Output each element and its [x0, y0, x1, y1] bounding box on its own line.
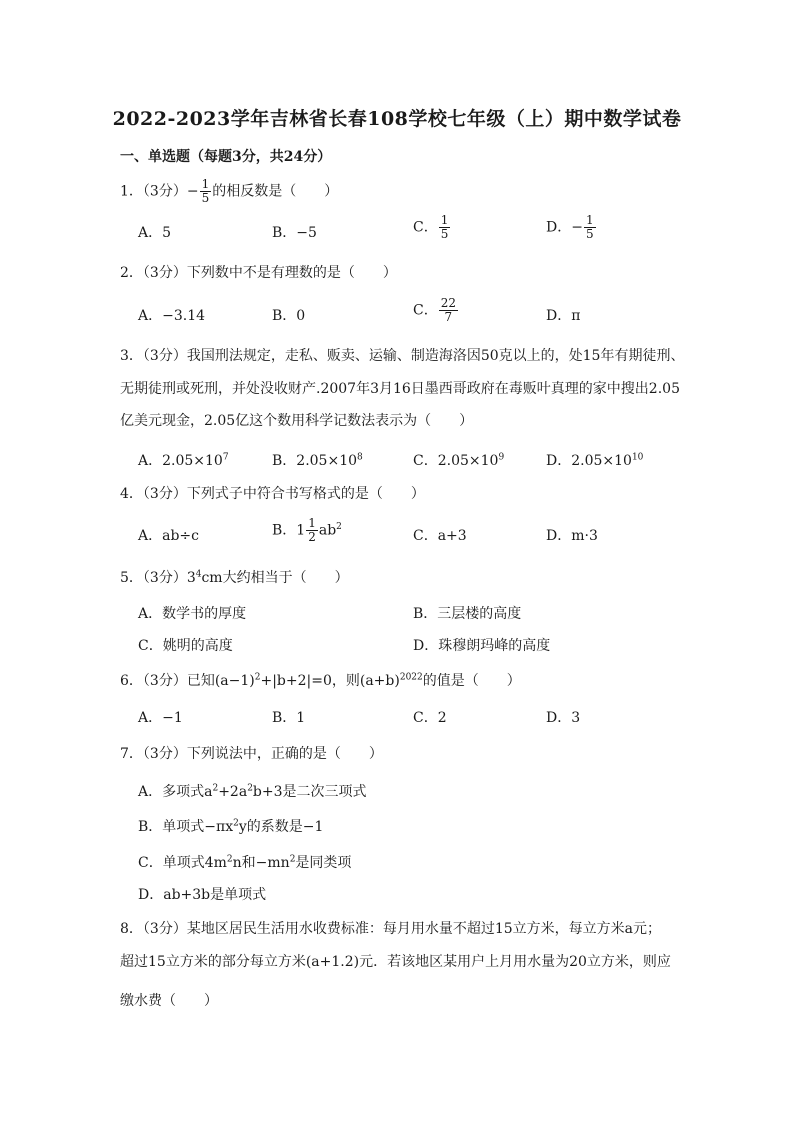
- q2-option-d[interactable]: D．π: [546, 308, 581, 324]
- question-7-stem: 7．（3分）下列说法中，正确的是（ ）: [120, 746, 383, 762]
- q3-option-b[interactable]: B．$2.05\times 10^8$: [272, 452, 363, 469]
- q6-option-b[interactable]: B．1: [272, 710, 306, 726]
- question-8-line-3: 缴水费（ ）: [120, 993, 218, 1009]
- q6-option-d[interactable]: D．3: [546, 710, 581, 726]
- question-2-stem: 2．（3分）下列数中不是有理数的是（ ）: [120, 265, 397, 281]
- q3-option-d[interactable]: D．$2.05\times 10^{10}$: [546, 452, 644, 469]
- q7-option-c[interactable]: C．单项式$4m^2n$和$-mn^2$是同类项: [138, 854, 352, 871]
- question-1-stem: 1．（3分）− $\frac{1}{5}$ 的相反数是（ ）: [120, 177, 339, 205]
- question-5-stem: 5．（3分）$3^4cm$大约相当于（ ）: [120, 569, 349, 586]
- q2-option-c[interactable]: C． $\frac{22}{7}$: [413, 296, 456, 324]
- q6-option-c[interactable]: C．2: [413, 710, 447, 726]
- q5-option-d[interactable]: D．珠穆朗玛峰的高度: [413, 638, 551, 654]
- question-4-stem: 4．（3分）下列式子中符合书写格式的是（ ）: [120, 486, 425, 502]
- q7-option-d[interactable]: D．ab+3b是单项式: [138, 887, 267, 903]
- q2-option-b[interactable]: B．0: [272, 308, 306, 324]
- q7-option-b[interactable]: B．单项式$-\pi x^2y$的系数是−1: [138, 818, 324, 835]
- page-title: 2022-2023学年吉林省长春108学校七年级（上）期中数学试卷: [112, 108, 682, 130]
- q1-option-d[interactable]: D．− $\frac{1}{5}$: [546, 213, 594, 241]
- question-3-line-3: 亿美元现金，2.05亿这个数用科学记数法表示为（ ）: [120, 413, 474, 429]
- q4-option-d[interactable]: D．m·3: [546, 528, 598, 544]
- q4-option-b[interactable]: B．1 $\frac{1}{2}$ $ab^2$: [272, 516, 342, 544]
- q1-option-a[interactable]: A．5: [138, 225, 172, 241]
- q1-option-c[interactable]: C． $\frac{1}{5}$: [413, 213, 449, 241]
- question-8-line-2: 超过15立方米的部分每立方米(a+1.2)元．若该地区某用户上月用水量为20立方米，则应: [120, 954, 671, 970]
- question-3-line-1: 3．（3分）我国刑法规定，走私、贩卖、运输、制造海洛因50克以上的，处15年有期徒刑、: [120, 348, 685, 364]
- q5-option-c[interactable]: C．姚明的高度: [138, 638, 233, 654]
- question-8-line-1: 8．（3分）某地区居民生活用水收费标准：每月用水量不超过15立方米，每立方米a元；: [120, 921, 661, 937]
- q4-option-a[interactable]: A．ab÷c: [138, 528, 199, 544]
- q1-option-b[interactable]: B．−5: [272, 225, 317, 241]
- fraction: $\frac{1}{5}$: [201, 177, 210, 205]
- q3-option-c[interactable]: C．$2.05\times 10^9$: [413, 452, 505, 469]
- q7-option-a[interactable]: A．多项式$a^2+2a^2b+3$是二次三项式: [138, 783, 367, 800]
- q5-option-a[interactable]: A．数学书的厚度: [138, 606, 247, 622]
- section-heading: 一、单选题（每题3分，共24分）: [120, 149, 332, 165]
- question-3-line-2: 无期徒刑或死刑，并处没收财产.2007年3月16日墨西哥政府在毒贩叶真理的家中搜出2.05: [120, 381, 680, 397]
- q3-option-a[interactable]: A．$2.05\times 10^7$: [138, 452, 229, 469]
- q2-option-a[interactable]: A．−3.14: [138, 308, 206, 324]
- q4-option-c[interactable]: C．a+3: [413, 528, 467, 544]
- q6-option-a[interactable]: A．−1: [138, 710, 183, 726]
- question-6-stem: 6．（3分）已知$(a-1)^2+|b+2|=0$，则$(a+b)^{2022}$的值是（ ）: [120, 672, 521, 689]
- q5-option-b[interactable]: B．三层楼的高度: [413, 606, 522, 622]
